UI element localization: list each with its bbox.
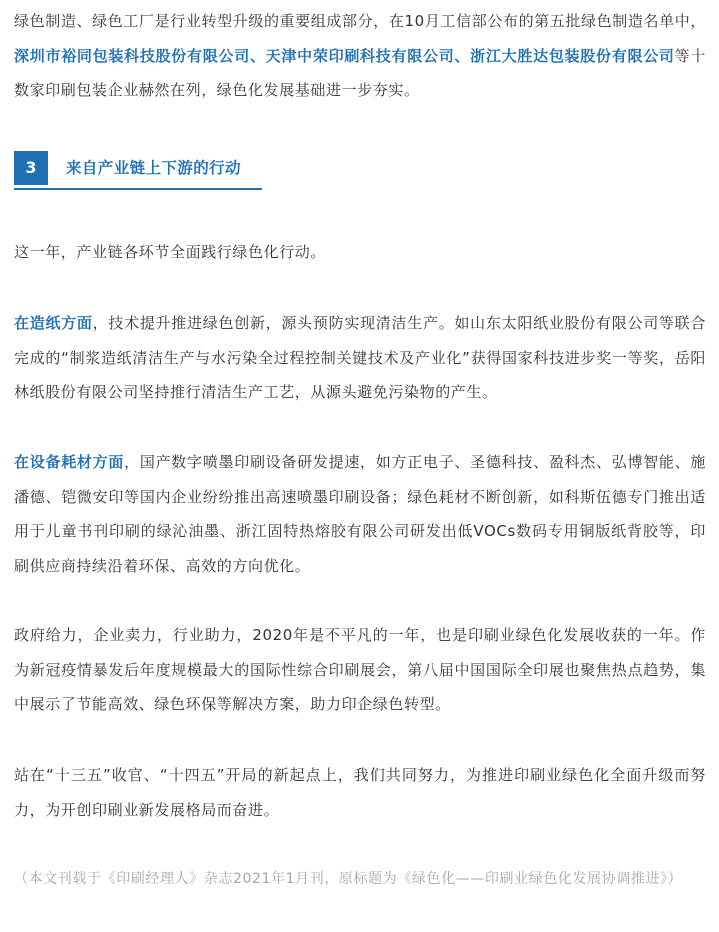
paragraph-lead: 在设备耗材方面 bbox=[14, 453, 125, 471]
paragraph-papermaking bbox=[14, 306, 706, 410]
paragraph-lead: 在造纸方面 bbox=[14, 314, 93, 332]
paragraph-year-summary: 政府给力，企业卖力，行业助力，2020年是不平凡的一年，也是印刷业绿色化发展收获的一年。作为新冠疫情暴发后年度规模最大的国际性综合印刷展会，第八届中国国际全印展也聚焦热点趋势，集中展示了节能高效、绿色环保等解决方案，助力印企绿色转型。 bbox=[14, 626, 706, 713]
section-heading bbox=[14, 147, 262, 190]
paragraph-equipment-consumables bbox=[14, 445, 706, 583]
highlighted-companies: 深圳市裕同包装科技股份有限公司、天津中荣印刷科技有限公司、浙江大胜达包装股份有限公司 bbox=[14, 46, 675, 65]
paragraph-text: ，国产数字喷墨印刷设备研发提速，如方正电子、圣德科技、盈科杰、弘博智能、施潘德、铠微安印等国内企业纷纷推出高速喷墨印刷设备；绿色耗材不断创新，如科斯伍德专门推出适用于儿童书刊印刷的绿沁油墨、浙江固特热熔胶有限公司研发出低VOCs数码专用铜版纸背胶等，印刷供应商持续沿着环保、高效的方向优化。 bbox=[14, 453, 706, 575]
paragraph-text: 绿色制造、绿色工厂是行业转型升级的重要组成部分，在10月工信部公布的第五批绿色制造名单中， bbox=[14, 12, 706, 30]
paragraph-text: ，技术提升推进绿色创新，源头预防实现清洁生产。如山东太阳纸业股份有限公司等联合完成的“制浆造纸清洁生产与水污染全过程控制关键技术及产业化”获得国家科技进步奖一等奖，岳阳林纸股份有限公司坚持推行清洁生产工艺，从源头避免污染物的产生。 bbox=[14, 314, 706, 401]
section-number-badge: 3 bbox=[14, 151, 48, 185]
source-note: （本文刊载于《印刷经理人》杂志2021年1月刊，原标题为《绿色化——印刷业绿色化发展协调推进》） bbox=[14, 871, 683, 887]
paragraph-industry-chain: 这一年，产业链各环节全面践行绿色化行动。 bbox=[14, 243, 327, 261]
section-underline bbox=[14, 188, 262, 190]
paragraph-green-manufacturing bbox=[14, 4, 706, 108]
section-title: 来自产业链上下游的行动 bbox=[66, 159, 241, 177]
paragraph-text: 等十数家印刷包装企业赫然在列，绿色化发展基础进一步夯实。 bbox=[14, 46, 706, 99]
paragraph-outlook: 站在“十三五”收官、“十四五”开局的新起点上，我们共同努力，为推进印刷业绿色化全面升级而努力，为开创印刷业新发展格局而奋进。 bbox=[14, 766, 706, 819]
